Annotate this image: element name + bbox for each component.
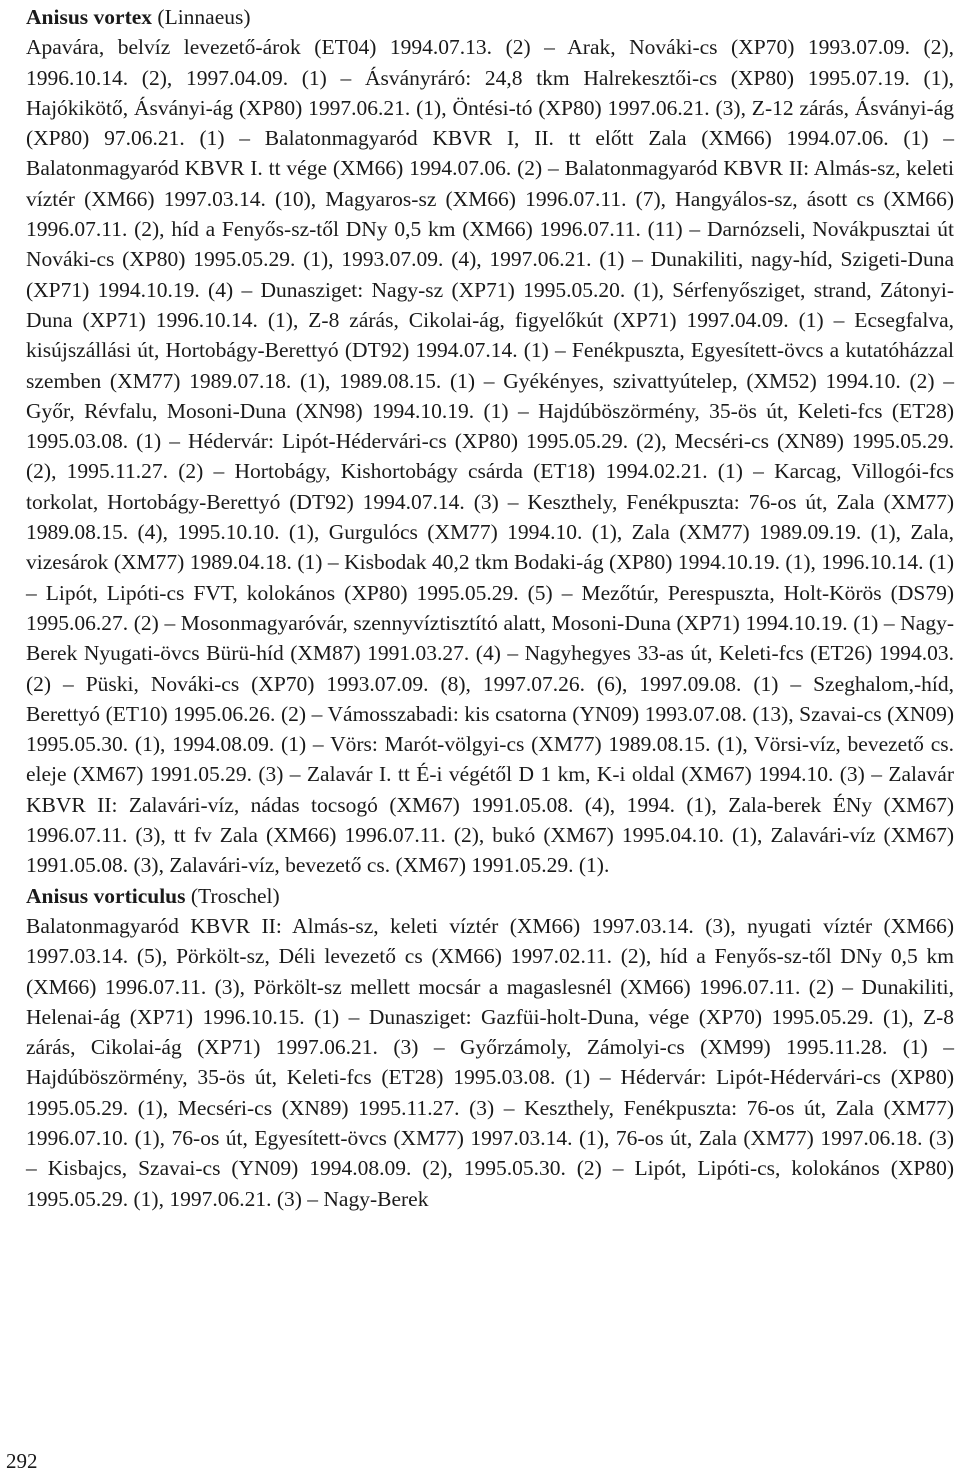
species-name: Anisus vorticulus (26, 883, 186, 908)
species-heading-anisus-vorticulus (26, 881, 954, 911)
species-heading-anisus-vortex (26, 2, 954, 32)
page-number: 292 (6, 1449, 38, 1473)
occurrence-records: Balatonmagyaród KBVR II: Almás-sz, keleti víztér (XM66) 1997.03.14. (3), nyugati víztér (XM66) 1997.03.14. (5), Pörkölt-sz, Déli levezető cs (XM66) 1997.02.11. (2), híd a Fenyős-sz-től DNy 0,5 km (XM66) 1996.07.11. (3), Pörkölt-sz mellett mocsár a magaslesnél (XM66) 1996.07.11. (2) – Dunakiliti, Helenai-ág (XP71) 1996.10.15. (1) – Dunasziget: Gazfüi-holt-Duna, vége (XP70) 1995.05.29. (1), Z-8 zárás, Cikolai-ág (XP71) 1997.06.21. (3) – Győrzámoly, Zámolyi-cs (XM99) 1995.11.28. (1) – Hajdúböszörmény, 35-ös út, Keleti-fcs (ET28) 1995.03.08. (1) – Hédervár: Lipót-Hédervári-cs (XP80) 1995.05.29. (1), Mecséri-cs (XN89) 1995.11.27. (3) – Keszthely, Fenékpuszta: 76-os út, Zala (XM77) 1996.07.10. (1), 76-os út, Egyesített-övcs (XM77) 1997.03.14. (1), 76-os út, Zala (XM77) 1997.06.18. (3) – Kisbajcs, Szavai-cs (YN09) 1994.08.09. (2), 1995.05.30. (2) – Lipót, Lipóti-cs, kolokános (XP80) 1995.05.29. (1), 1997.06.21. (3) – Nagy-Berek (26, 913, 954, 1211)
species-name: Anisus vortex (26, 5, 153, 29)
species-author: (Linnaeus) (157, 5, 251, 29)
occurrence-records: Apavára, belvíz levezető-árok (ET04) 1994.07.13. (2) – Arak, Nováki-cs (XP70) 1993.07.09. (2), 1996.10.14. (2), 1997.04.09. (1) – Ásványráró: 24,8 tkm Halrekesztői-cs (XP80) 1995.07.19. (1), Hajókikötő, Ásványi-ág (XP80) 1997.06.21. (1), Öntési-tó (XP80) 1997.06.21. (3), Z-12 zárás, Ásványi-ág (XP80) 97.06.21. (1) – Balatonmagyaród KBVR I, II. tt előtt Zala (XM66) 1994.07.06. (1) – Balatonmagyaród KBVR I. tt vége (XM66) 1994.07.06. (2) – Balatonmagyaród KBVR II: Almás-sz, keleti víztér (XM66) 1997.03.14. (10), Magyaros-sz (XM66) 1996.07.11. (7), Hangyálos-sz, ásott cs (XM66) 1996.07.11. (2), híd a Fenyős-sz-től DNy 0,5 km (XM66) 1996.07.11. (11) – Darnózseli, Novákpusztai út Nováki-cs (XP80) 1995.05.29. (1), 1993.07.09. (4), 1997.06.21. (1) – Dunakiliti, nagy-híd, Szigeti-Duna (XP71) 1994.10.19. (4) – Dunasziget: Nagy-sz (XP71) 1995.05.20. (1), Sérfenyősziget, strand, Zátonyi-Duna (XP71) 1996.10.14. (1), Z-8 zárás, Cikolai-ág, figyelőkút (XP71) 1997.04.09. (1) – Ecsegfalva, kisújszállási út, Hortobágy-Berettyó (DT92) 1994.07.14. (1) – Fenékpuszta, Egyesített-övcs a kutatóházzal szemben (XM77) 1989.07.18. (1), 1989.08.15. (1) – Gyékényes, szivattyútelep, (XM52) 1994.10. (2) – Győr, Révfalu, Mosoni-Duna (XN98) 1994.10.19. (1) – Hajdúböszörmény, 35-ös út, Keleti-fcs (ET28) 1995.03.08. (1) – Hédervár: Lipót-Hédervári-cs (XP80) 1995.05.29. (2), Mecséri-cs (XN89) 1995.05.29. (2), 1995.11.27. (2) – Hortobágy, Kishortobágy csárda (ET18) 1994.02.21. (1) – Karcag, Villogói-fcs torkolat, Hortobágy-Berettyó (DT92) 1994.07.14. (3) – Keszthely, Fenékpuszta: 76-os út, Zala (XM77) 1989.08.15. (4), 1995.10.10. (1), Gurgulócs (XM77) 1994.10. (1), Zala (XM77) 1989.09.19. (1), Zala, vizesárok (XM77) 1989.04.18. (1) – Kisbodak 40,2 tkm Bodaki-ág (XP80) 1994.10.19. (1), 1996.10.14. (1) – Lipót, Lipóti-cs FVT, kolokános (XP80) 1995.05.29. (5) – Mezőtúr, Perespuszta, Holt-Körös (DS79) 1995.06.27. (2) – Mosonmagyaróvár, szennyvíztisztító alatt, Mosoni-Duna (XP71) 1994.10.19. (1) – Nagy-Berek Nyugati-övcs Bürü-híd (XM87) 1991.03.27. (4) – Nagyhegyes 33-as út, Keleti-fcs (ET26) 1994.03. (2) – Püski, Nováki-cs (XP70) 1993.07.09. (8), 1997.07.26. (6), 1997.09.08. (1) – Szeghalom,-híd, Berettyó (ET10) 1995.06.26. (2) – Vámosszabadi: kis csatorna (YN09) 1993.07.08. (13), Szavai-cs (XN09) 1995.05.30. (1), 1994.08.09. (1) – Vörs: Marót-völgyi-cs (XM77) 1989.08.15. (1), Vörsi-víz, bevezető cs. eleje (XM67) 1991.05.29. (3) – Zalavár I. tt É-i végétől D 1 km, K-i oldal (XM67) 1994.10. (3) – Zalavár KBVR II: Zalavári-víz, nádas tocsogó (XM67) 1991.05.08. (4), 1994. (1), Zala-berek ÉNy (XM67) 1996.07.11. (3), tt fv Zala (XM66) 1996.07.11. (2), bukó (XM67) 1995.04.10. (1), Zalavári-víz (XM67) 1991.05.08. (3), Zalavári-víz, bevezető cs. (XM67) 1991.05.29. (1). (26, 35, 954, 878)
species-author: (Troschel) (190, 883, 280, 908)
document-page (26, 2, 954, 1214)
